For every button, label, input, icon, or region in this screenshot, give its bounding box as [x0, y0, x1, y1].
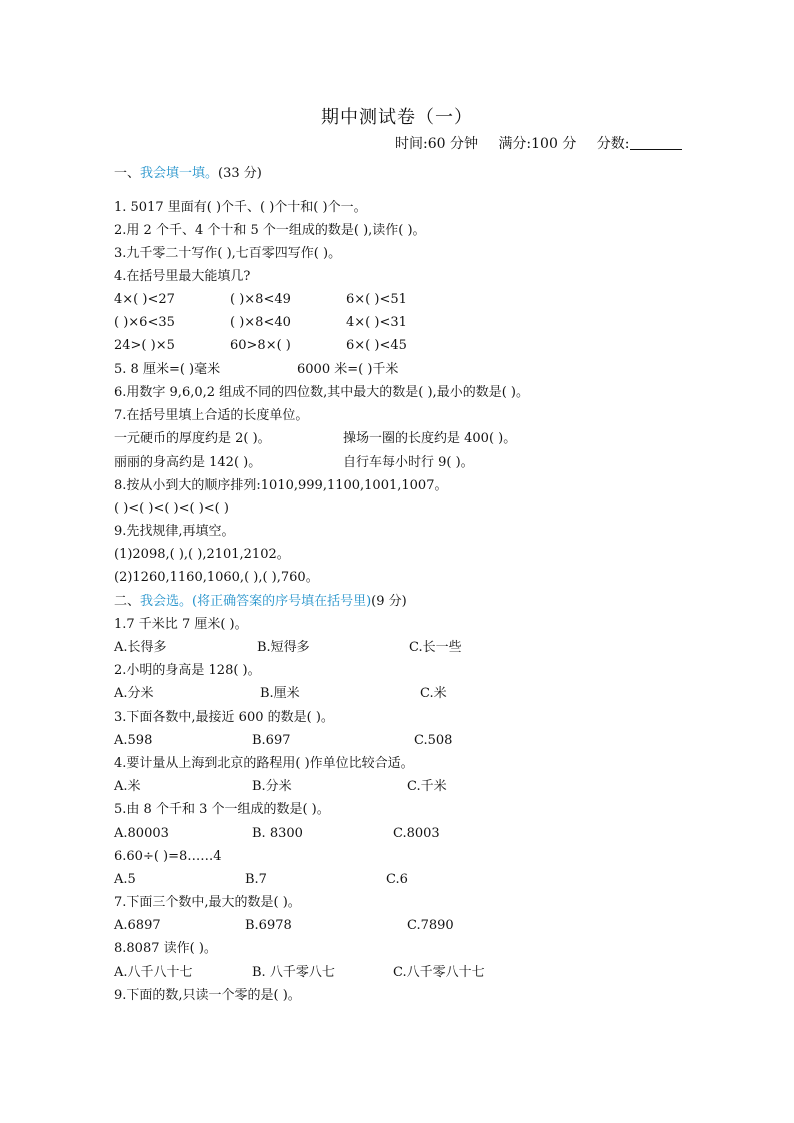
choice-option-a: A.598 — [114, 733, 153, 748]
choice-option-a: A.八千八十七 — [114, 965, 193, 980]
section1-title: 我会填一填。 — [140, 166, 219, 181]
exam-meta — [395, 133, 682, 153]
choice-option-b: B.厘米 — [260, 686, 300, 701]
q4-item: 6×( )<45 — [346, 338, 407, 353]
question-5b: 6000 米=( )千米 — [297, 362, 399, 377]
q4-item: ( )×8<49 — [230, 292, 291, 307]
choice-option-b: B.6978 — [245, 918, 292, 933]
choice-question-9: 9.下面的数,只读一个零的是( )。 — [114, 988, 301, 1003]
score-label: 分数: — [596, 136, 630, 152]
choice-option-b: B.分米 — [252, 779, 292, 794]
choice-option-a: A.分米 — [114, 686, 154, 701]
choice-option-c: C.6 — [386, 872, 408, 887]
question-7: 7.在括号里填上合适的长度单位。 — [114, 408, 309, 423]
choice-question: 5.由 8 个千和 3 个一组成的数是( )。 — [114, 802, 330, 817]
choice-option-a: A.米 — [114, 779, 141, 794]
choice-option-b: B.短得多 — [257, 640, 310, 655]
choice-question: 2.小明的身高是 128( )。 — [114, 663, 261, 678]
choice-question: 6.60÷( )=8……4 — [114, 849, 222, 864]
choice-question: 8.8087 读作( )。 — [114, 941, 217, 956]
q4-item: 4×( )<27 — [114, 292, 175, 307]
section1-heading: 一、我会填一填。(33 分) — [114, 166, 262, 181]
choice-question: 3.下面各数中,最接近 600 的数是( )。 — [114, 710, 334, 725]
choice-option-c: C.米 — [420, 686, 447, 701]
q4-item: 24>( )×5 — [114, 338, 175, 353]
question-1: 1. 5017 里面有( )个千、( )个十和( )个一。 — [114, 200, 367, 215]
choice-option-c: C.八千零八十七 — [393, 965, 485, 980]
q9-sub-2: (2)1260,1160,1060,( ),( ),760。 — [114, 570, 319, 585]
question-2: 2.用 2 个千、4 个十和 5 个一组成的数是( ),读作( )。 — [114, 223, 426, 238]
choice-option-c: C.508 — [414, 733, 453, 748]
q4-item: ( )×8<40 — [230, 315, 291, 330]
choice-option-c: C.长一些 — [409, 640, 462, 655]
q4-item: 4×( )<31 — [346, 315, 407, 330]
choice-option-c: C.千米 — [407, 779, 447, 794]
section2-points: (9 分) — [371, 594, 407, 609]
choice-option-b: B. 8300 — [252, 826, 303, 841]
choice-question: 1.7 千米比 7 厘米( )。 — [114, 617, 248, 632]
time-limit: 时间:60 分钟 — [395, 136, 478, 152]
q7-item: 自行车每小时行 9( )。 — [343, 455, 474, 470]
q4-item: 6×( )<51 — [346, 292, 407, 307]
question-9: 9.先找规律,再填空。 — [114, 524, 235, 539]
q7-item: 操场一圈的长度约是 400( )。 — [343, 431, 517, 446]
q9-sub-1: (1)2098,( ),( ),2101,2102。 — [114, 547, 290, 562]
page-title: 期中测试卷（一） — [321, 107, 473, 128]
choice-option-b: B.7 — [245, 872, 267, 887]
q4-item: ( )×6<35 — [114, 315, 175, 330]
choice-question: 7.下面三个数中,最大的数是( )。 — [114, 895, 301, 910]
score-blank — [630, 137, 682, 150]
choice-option-b: B. 八千零八七 — [252, 965, 335, 980]
question-6: 6.用数字 9,6,0,2 组成不同的四位数,其中最大的数是( ),最小的数是( )。 — [114, 385, 529, 400]
question-8: 8.按从小到大的顺序排列:1010,999,1100,1001,1007。 — [114, 478, 448, 493]
section2-title: 我会选。(将正确答案的序号填在括号里) — [140, 594, 372, 609]
full-score: 满分:100 分 — [498, 136, 577, 152]
q8-blanks: ( )<( )<( )<( )<( ) — [114, 501, 229, 516]
q7-item: 一元硬币的厚度约是 2( )。 — [114, 431, 271, 446]
question-5a: 5. 8 厘米=( )毫米 — [114, 362, 221, 377]
choice-option-c: C.8003 — [393, 826, 440, 841]
choice-option-b: B.697 — [252, 733, 291, 748]
question-4: 4.在括号里最大能填几? — [114, 269, 251, 284]
section1-points: (33 分) — [218, 166, 262, 181]
choice-option-a: A.6897 — [114, 918, 161, 933]
choice-option-c: C.7890 — [407, 918, 454, 933]
q4-item: 60>8×( ) — [230, 338, 291, 353]
section2-heading: 二、我会选。(将正确答案的序号填在括号里)(9 分) — [114, 594, 407, 609]
choice-question: 4.要计量从上海到北京的路程用( )作单位比较合适。 — [114, 756, 414, 771]
choice-option-a: A.长得多 — [114, 640, 167, 655]
choice-option-a: A.80003 — [114, 826, 169, 841]
q7-item: 丽丽的身高约是 142( )。 — [114, 455, 262, 470]
question-3: 3.九千零二十写作( ),七百零四写作( )。 — [114, 246, 342, 261]
choice-option-a: A.5 — [114, 872, 136, 887]
